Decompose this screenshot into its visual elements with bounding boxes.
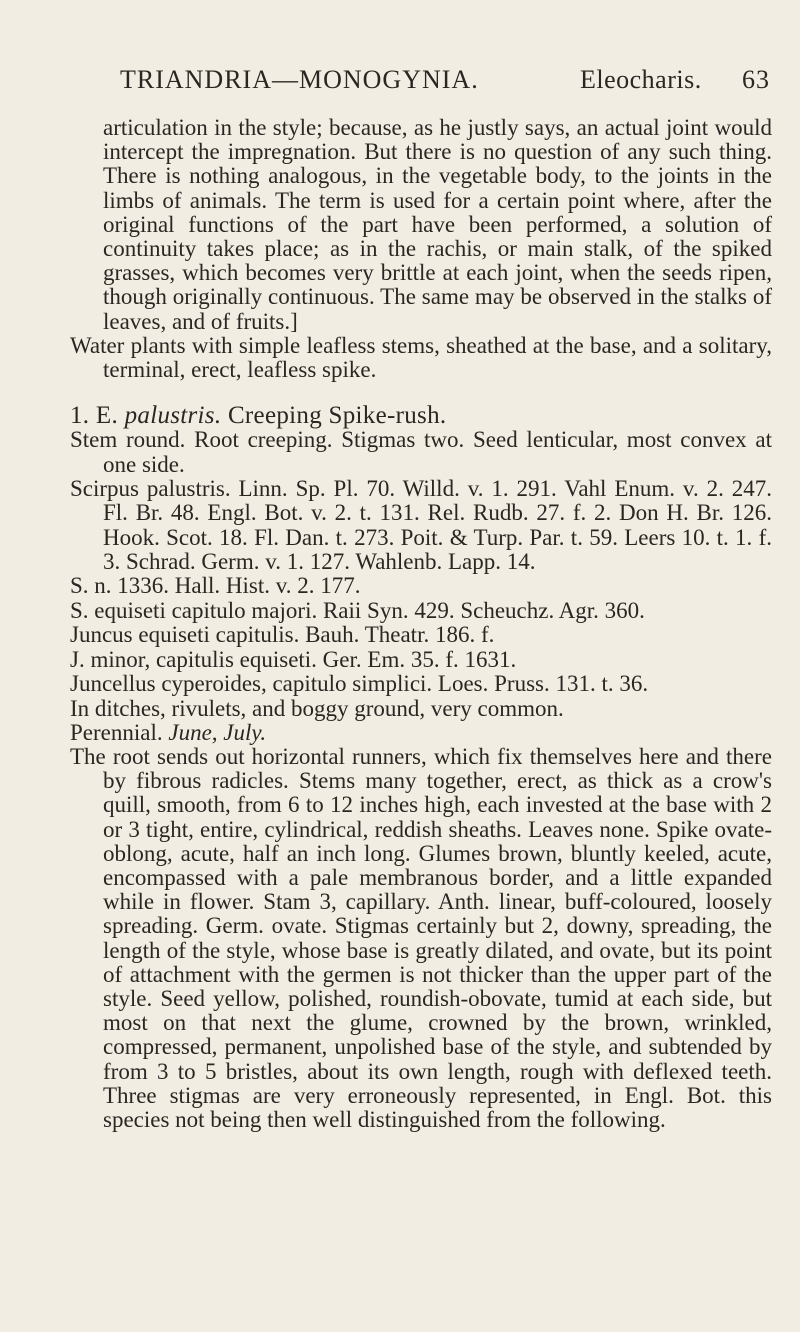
- flowering-time: June, July.: [168, 719, 267, 745]
- species-description: The root sends out horizontal runners, which fix themselves here and there by fibrous radicles. Stems many together, erect, as thick as a crow's quill, smooth, from 6 to 12 inches high, each invested at the base with 2 or 3 tight, entire, cylindrical, reddish sheaths. Leaves none. Spike ovate-oblong, acute, half an inch long. Glumes brown, bluntly keeled, acute, encompassed with a pale membranous border, and a little expanded while in flower. Stam 3, capillary. Anth. linear, buff-coloured, loosely spreading. Germ. ovate. Stigmas certainly but 2, downy, spreading, the length of the style, whose base is greatly dilated, and ovate, but its point of attachment with the germen is not thicker than the upper part of the style. Seed yellow, polished, roundish-obovate, tumid at each side, but most on that next the glume, crowned by the brown, wrinkled, compressed, permanent, unpolished base of the style, and subtended by from 3 to 5 bristles, about its own length, rough with deflexed teeth. Three stigmas are very erroneously represented, in Engl. Bot. this species not being then well distinguished from the following.: [70, 743, 772, 1132]
- genus-heading: Eleocharis.: [580, 65, 702, 94]
- genus-character: Water plants with simple leafless stems, sheathed at the base, and a solitary, terminal, erect, leafless spike.: [70, 332, 772, 383]
- species-heading: [70, 404, 772, 428]
- species-abbrev: E.: [95, 402, 119, 430]
- continued-paragraph: articulation in the style; because, as he justly says, an actual joint would intercept the impregnation. But there is no question of any such thing. There is nothing analogous, in the vegetable body, to the joints in the limbs of animals. The term is used for a certain point where, after the original functions of the part have been performed, a solution of continuity takes place; as in the rachis, or main stalk, of the spiked grasses, which becomes very brittle at each joint, when the seeds ripen, though originally continuous. The same may be observed in the stalks of leaves, and of fruits.]: [103, 115, 772, 334]
- synonym-entry: S. equiseti capitulo majori. Raii Syn. 429. Scheuchz. Agr. 360.: [70, 597, 645, 623]
- duration: Perennial.: [70, 719, 163, 745]
- running-title: TRIANDRIA—MONOGYNIA.: [120, 65, 479, 94]
- synonym-entry: J. minor, capitulis equiseti. Ger. Em. 35. f. 1631.: [70, 646, 517, 672]
- species-number: 1.: [70, 402, 90, 430]
- body-text: [70, 116, 772, 1132]
- synonym-entry: Scirpus palustris. Linn. Sp. Pl. 70. Willd. v. 1. 291. Vahl Enum. v. 2. 247. Fl. Br. 48. Engl. Bot. v. 2. t. 131. Rel. Rudb. 27. f. 2. Don H. Br. 126. Hook. Scot. 18. Fl. Dan. t. 273. Poit. & Turp. Par. t. 59. Leers 10. t. 1. f. 3. Schrad. Germ. v. 1. 127. Wahlenb. Lapp. 14.: [70, 475, 772, 575]
- species-diagnosis: Stem round. Root creeping. Stigmas two. Seed lenticular, most convex at one side.: [70, 427, 772, 477]
- habitat: In ditches, rivulets, and boggy ground, very common.: [70, 695, 564, 721]
- duration-flowering: [70, 721, 772, 745]
- synonym-entry: Juncellus cyperoides, capitulo simplici. Loes. Pruss. 131. t. 36.: [70, 671, 649, 697]
- synonym-entry: Juncus equiseti capitulis. Bauh. Theatr. 186. f.: [70, 622, 495, 648]
- species-epithet: palustris.: [124, 402, 222, 430]
- page-header: [120, 60, 770, 100]
- common-name: Creeping Spike-rush.: [227, 402, 447, 430]
- page-number: 63: [742, 65, 770, 94]
- synonym-entry: S. n. 1336. Hall. Hist. v. 2. 177.: [70, 573, 361, 599]
